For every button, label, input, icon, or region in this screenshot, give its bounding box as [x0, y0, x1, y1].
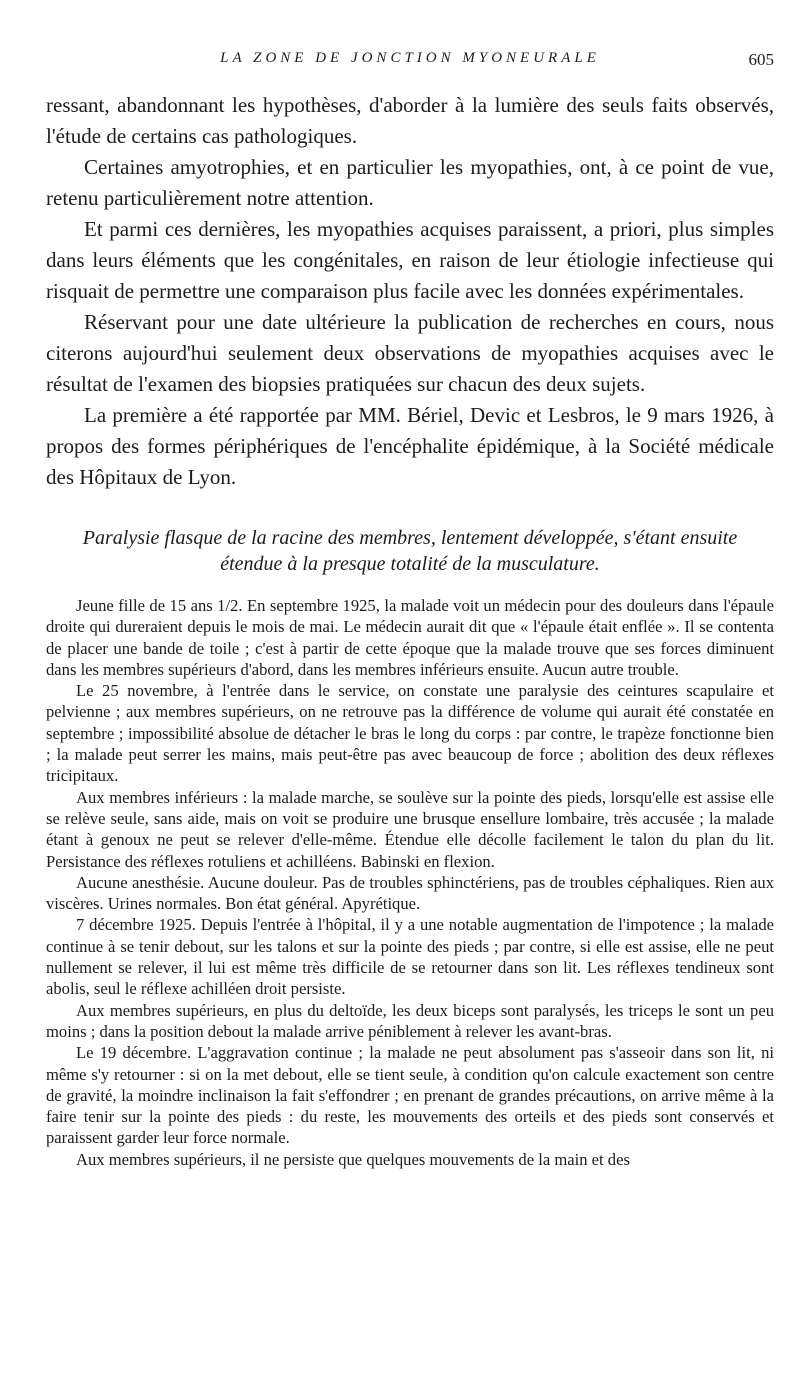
case-paragraph: Aux membres inférieurs : la malade marche, se soulève sur la pointe des pieds, lorsqu'elle est assise elle se relève seule, sans aide, mais on voit se produire une brusque ensellure lombaire, très accusée ; la malade étant à genoux ne peut se relever d'elle-même. Étendue elle décolle facilement le talon du plan du lit. Persistance des réflexes rotuliens et achilléens. Babinski en flexion.	[46, 787, 774, 871]
case-paragraph: Aux membres supérieurs, il ne persiste que quelques mouvements de la main et des	[76, 1149, 630, 1169]
document-page	[46, 50, 774, 1170]
running-head	[46, 50, 774, 90]
running-title: LA ZONE DE JONCTION MYONEURALE	[220, 50, 600, 66]
body-paragraph: Réservant pour une date ultérieure la publication de recherches en cours, nous citerons aujourd'hui seulement deux observations de myopathies acquises avec le résultat de l'examen des biopsies pratiquées sur chacun des deux sujets.	[46, 310, 774, 396]
case-paragraph: Aucune anesthésie. Aucune douleur. Pas de troubles sphinctériens, pas de troubles céphaliques. Rien aux viscères. Urines normales. Bon état général. Apyrétique.	[46, 872, 774, 914]
case-paragraph: Le 19 décembre. L'aggravation continue ; la malade ne peut absolument pas s'asseoir dans son lit, ni même s'y retourner : si on la met debout, elle se tient seule, à condition qu'on calcule exactement son centre de gravité, la moindre inclinaison la fait s'effondrer ; en prenant de grandes précautions, on arrive même à la faire tenir sur la pointe des pieds : du reste, les mouvements des orteils et des pieds sont conservés et paraissent garder leur force normale.	[46, 1043, 774, 1148]
case-paragraph: 7 décembre 1925. Depuis l'entrée à l'hôpital, il y a une notable augmentation de l'impotence ; la malade continue à se tenir debout, sur les talons et sur la pointe des pieds ; par contre, si elle est assise, elle ne peut nullement se relever, il lui est même très difficile de se retourner dans son lit. Les réflexes tendineux sont abolis, seul le réflexe achilléen droit persiste.	[46, 915, 774, 999]
page-number: 605	[748, 50, 774, 69]
body-text	[46, 90, 774, 493]
case-paragraph: Jeune fille de 15 ans 1/2. En septembre 1925, la malade voit un médecin pour des douleurs dans l'épaule droite qui dureraient depuis le mois de mai. Le médecin aurait dit que « l'épaule était enflée ». Il se contenta de placer une bande de toile ; c'est à partir de cette époque que la malade trouve que ses forces diminuent dans les membres supérieurs d'abord, dans les membres inférieurs ensuite. Aucun autre trouble.	[46, 596, 774, 679]
section-heading: Paralysie flasque de la racine des membres, lentement développée, s'étant ensuite étendue à la presque totalité de la musculature.	[82, 527, 738, 575]
body-paragraph: ressant, abandonnant les hypothèses, d'aborder à la lumière des seuls faits observés, l'étude de certains cas pathologiques.	[46, 93, 774, 148]
case-report	[46, 595, 774, 1170]
body-paragraph: Et parmi ces dernières, les myopathies acquises paraissent, a priori, plus simples dans leurs éléments que les congénitales, en raison de leur étiologie infectieuse qui risquait de permettre une comparaison plus facile avec les données expérimentales.	[46, 217, 774, 303]
case-paragraph: Le 25 novembre, à l'entrée dans le service, on constate une paralysie des ceintures scapulaire et pelvienne ; aux membres supérieurs, on ne retrouve pas la différence de volume qui aurait été constatée en septembre ; impossibilité absolue de détacher le bras le long du corps : par contre, le trapèze fonctionne bien ; la malade peut serrer les mains, mais peut-être pas avec beaucoup de force ; abolition des deux réflexes tricipitaux.	[46, 681, 774, 786]
body-paragraph: La première a été rapportée par MM. Bériel, Devic et Lesbros, le 9 mars 1926, à propos des formes périphériques de l'encéphalite épidémique, à la Société médicale des Hôpitaux de Lyon.	[46, 403, 774, 489]
body-paragraph: Certaines amyotrophies, et en particulier les myopathies, ont, à ce point de vue, retenu particulièrement notre attention.	[46, 155, 774, 210]
case-paragraph: Aux membres supérieurs, en plus du deltoïde, les deux biceps sont paralysés, les triceps le sont un peu moins ; dans la position debout la malade arrive péniblement à relever les avant-bras.	[46, 1000, 774, 1041]
